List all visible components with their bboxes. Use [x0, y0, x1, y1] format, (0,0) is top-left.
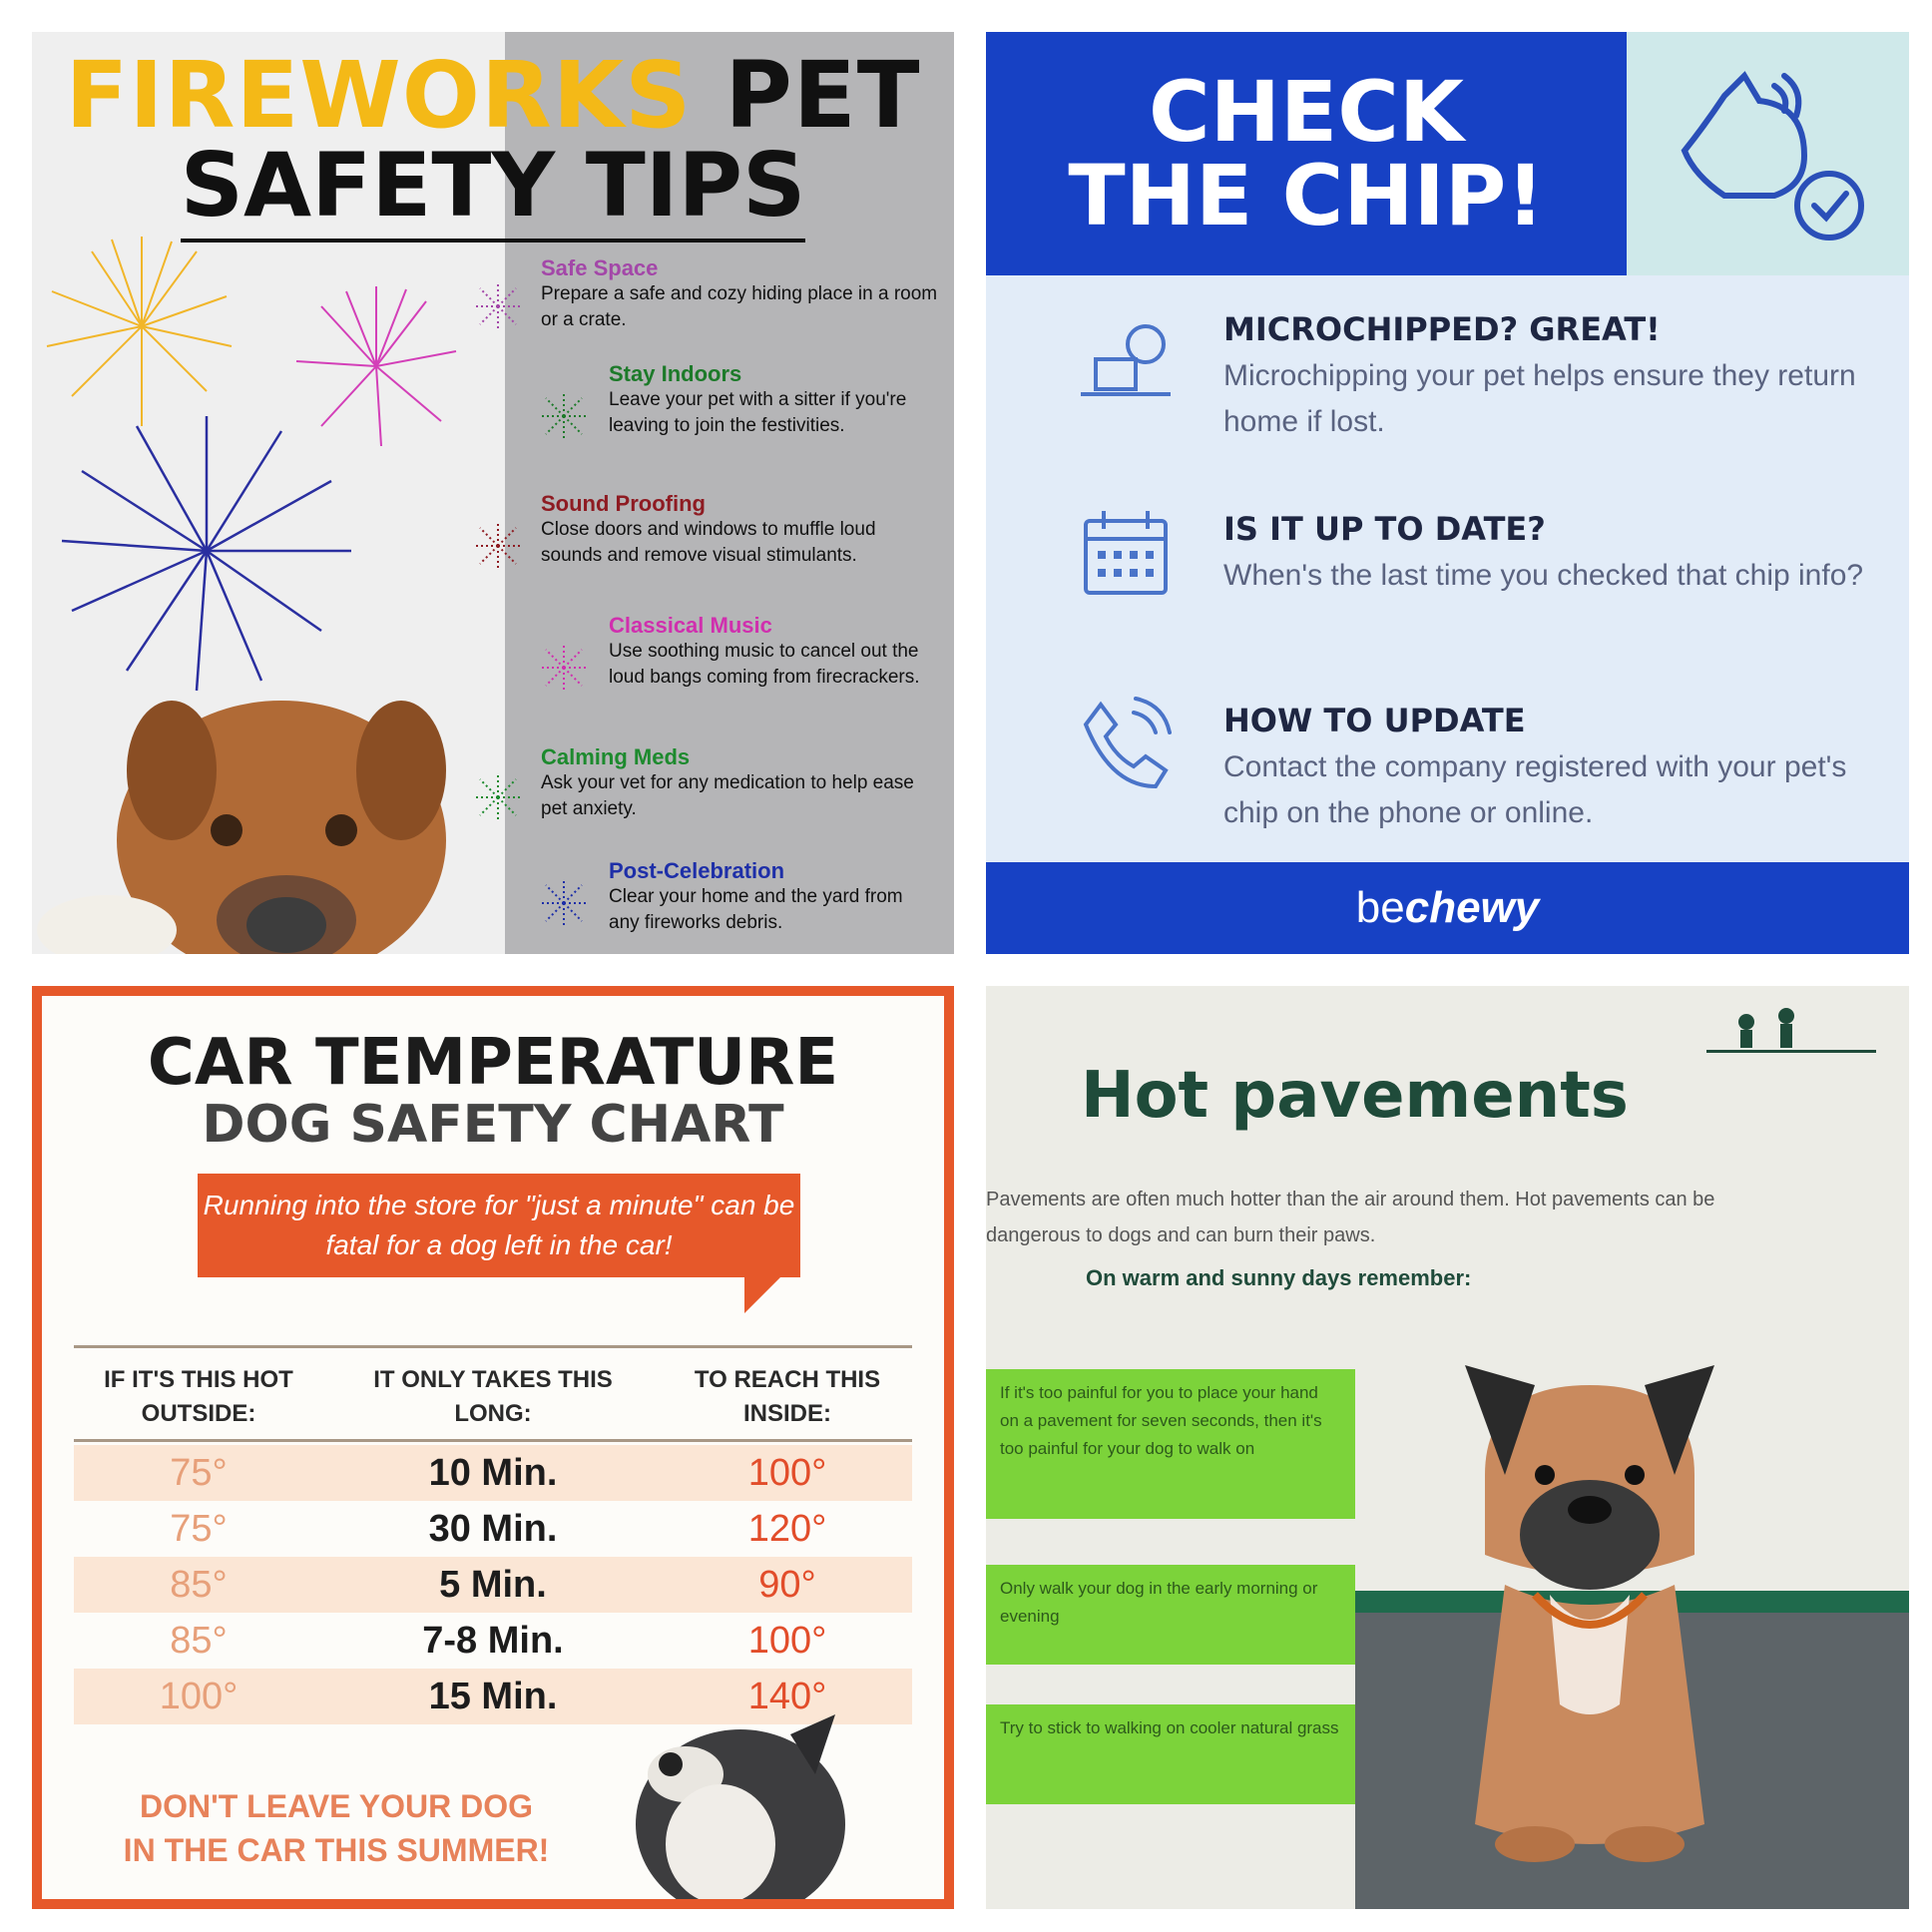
tip-sound-proofing — [541, 491, 930, 569]
tip-body: Use soothing music to cancel out the loud bangs coming from firecrackers. — [609, 641, 920, 688]
cell-outside-temp: 75° — [170, 1508, 228, 1550]
firework-burst-icon — [471, 279, 525, 333]
fireworks-title — [32, 44, 954, 148]
hot-pavements-intro: Pavements are often much hotter than the air around them. Hot pavements can be dangerous to dogs and can burn their paws. — [986, 1189, 1715, 1246]
tip-title: Classical Music — [609, 613, 772, 638]
logo-be: be — [1355, 883, 1405, 932]
tip-body: Prepare a safe and cozy hiding place in a room or a crate. — [541, 283, 938, 330]
tip-post-celebration — [609, 858, 938, 936]
tip-box: Only walk your dog in the early morning or evening — [986, 1565, 1355, 1665]
cell-outside-temp: 85° — [170, 1620, 228, 1662]
table-row — [74, 1613, 912, 1669]
title-pet-word: PET — [724, 42, 921, 149]
sitting-dog-illustration — [1425, 1325, 1754, 1884]
firework-burst-icon — [471, 770, 525, 824]
col-header-inside: TO REACH THIS INSIDE: — [694, 1366, 881, 1427]
chip-item-body: Microchipping your pet helps ensure they return home if lost. — [1223, 359, 1856, 438]
pink-firework — [296, 286, 456, 446]
tip-title: Safe Space — [541, 255, 659, 280]
cell-outside-temp: 75° — [170, 1452, 228, 1494]
chip-item-heading: MICROCHIPPED? GREAT! — [1223, 310, 1661, 348]
dog-check-icon — [1665, 56, 1884, 255]
firework-burst-icon — [537, 641, 591, 695]
tip-body: Ask your vet for any medication to help ease pet anxiety. — [541, 772, 914, 819]
yellow-firework — [47, 237, 232, 426]
table-row — [74, 1557, 912, 1613]
title-safety-tips: SAFETY TIPS — [181, 134, 806, 242]
sad-dog-illustration — [32, 651, 511, 954]
tip-stay-indoors — [609, 361, 928, 439]
tip-body: Clear your home and the yard from any fireworks debris. — [609, 886, 903, 933]
phone-icon — [1076, 695, 1176, 794]
check-chip-panel — [986, 32, 1909, 954]
col-header-duration: IT ONLY TAKES THIS LONG: — [373, 1366, 613, 1427]
firework-burst-icon — [471, 519, 525, 573]
title-fireworks-word: FIREWORKS — [65, 42, 693, 149]
tip-safe-space — [541, 255, 940, 333]
bechewy-logo — [986, 882, 1909, 934]
table-header-rule — [74, 1439, 912, 1442]
table-top-rule — [74, 1345, 912, 1348]
puppy-illustration — [601, 1694, 860, 1909]
cell-duration: 5 Min. — [439, 1564, 547, 1606]
cell-outside-temp: 85° — [170, 1564, 228, 1606]
tip-body: Close doors and windows to muffle loud sounds and remove visual stimulants. — [541, 519, 876, 566]
pet-chip-icon — [1076, 309, 1176, 409]
chip-item-body: When's the last time you checked that chip info? — [1223, 559, 1864, 592]
car-temp-title: CAR TEMPERATURE — [147, 1026, 839, 1100]
hot-pavements-title: Hot pavements — [1081, 1059, 1629, 1133]
callout-tail — [744, 1273, 784, 1313]
tip-title: Stay Indoors — [609, 361, 742, 386]
tip-title: Sound Proofing — [541, 491, 706, 516]
tip-classical-music — [609, 613, 938, 691]
cell-inside-temp: 140° — [747, 1676, 827, 1717]
col-header-outside: IF IT'S THIS HOT OUTSIDE: — [104, 1366, 293, 1427]
cell-outside-temp: 100° — [159, 1676, 239, 1717]
firework-burst-icon — [537, 876, 591, 930]
brand-logo-icon — [1706, 1006, 1876, 1056]
chip-title-line1: CHECK — [1148, 63, 1465, 161]
tip-box: If it's too painful for you to place your hand on a pavement for seven seconds, then it's too painful for your dog to walk on — [986, 1369, 1355, 1519]
chip-item-body: Contact the company registered with your pet's chip on the phone or online. — [1223, 750, 1847, 829]
car-temp-subtitle: DOG SAFETY CHART — [202, 1095, 784, 1155]
tip-title: Calming Meds — [541, 744, 691, 769]
chip-title-line2: THE CHIP! — [1068, 147, 1545, 244]
table-row — [74, 1445, 912, 1501]
tip-box: Try to stick to walking on cooler natural grass — [986, 1704, 1355, 1804]
chip-item-heading: IS IT UP TO DATE? — [1223, 510, 1546, 548]
calendar-icon — [1076, 503, 1176, 603]
chip-title — [986, 63, 1627, 244]
logo-chewy: chewy — [1404, 883, 1540, 932]
cell-duration: 15 Min. — [428, 1676, 558, 1717]
hot-pavements-remember: On warm and sunny days remember: — [1086, 1265, 1472, 1290]
blue-firework — [62, 416, 351, 691]
warning-text: DON'T LEAVE YOUR DOG IN THE CAR THIS SUMMER! — [123, 1788, 550, 1868]
tip-calming-meds — [541, 744, 940, 822]
tip-title: Post-Celebration — [609, 858, 785, 883]
chip-item-heading: HOW TO UPDATE — [1223, 702, 1526, 739]
table-row — [74, 1501, 912, 1557]
callout-bubble: Running into the store for "just a minute" can be fatal for a dog left in the car! — [198, 1174, 800, 1277]
cell-duration: 10 Min. — [428, 1452, 558, 1494]
cell-duration: 7-8 Min. — [422, 1620, 564, 1662]
fireworks-safety-panel — [32, 32, 954, 954]
cell-inside-temp: 100° — [747, 1620, 827, 1662]
cell-inside-temp: 100° — [747, 1452, 827, 1494]
hot-pavements-panel — [986, 986, 1909, 1909]
cell-inside-temp: 90° — [758, 1564, 816, 1606]
car-temperature-panel — [32, 986, 954, 1909]
firework-burst-icon — [537, 389, 591, 443]
tip-body: Leave your pet with a sitter if you're leaving to join the festivities. — [609, 389, 907, 436]
cell-inside-temp: 120° — [747, 1508, 827, 1550]
cell-duration: 30 Min. — [428, 1508, 558, 1550]
